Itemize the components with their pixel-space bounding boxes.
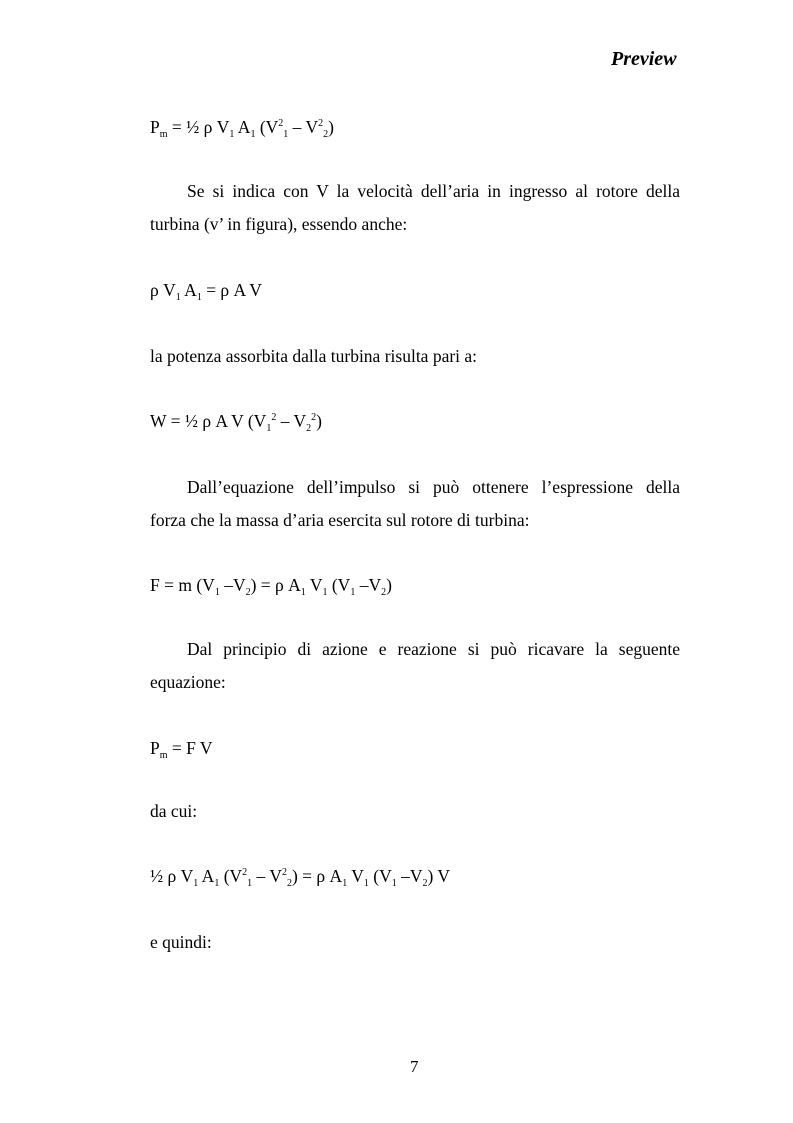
paragraph-therefore: e quindi: — [150, 932, 212, 952]
paragraph-velocity-line-1: Se si indica con V la velocità dell’aria in ingresso al rotore della — [187, 181, 680, 201]
paragraph-velocity-line-2: turbina (v’ in figura), essendo anche: — [150, 214, 408, 234]
paragraph-impulse-line-2: forza che la massa d’aria esercita sul rotore di turbina: — [150, 510, 530, 530]
equation-absorbed-power: W = ½ ρ A V $(V_1^2 - V_2^2)$ — [150, 411, 322, 434]
equation-force: F = m ($V_1$ $-V_2) = \rho$ $A_1$ $V_1$ ($V_1$ $-V_2$) — [150, 575, 392, 598]
paragraph-from-which: da cui: — [150, 801, 198, 821]
paragraph-action-reaction-line-1: Dal principio di azione e reazione si può ricavare la seguente — [187, 639, 680, 659]
equation-mass-flow: ρ $V_1$ $A_1 = \rho$ A V — [150, 280, 262, 303]
paragraph-action-reaction-line-2: equazione: — [150, 672, 226, 692]
equation-mechanical-power: $P_m$ = ½ ρ $V_1$ $A_1$ $(V^2_1 - V^2_2)$ — [150, 117, 334, 140]
page-number: 7 — [410, 1057, 419, 1076]
paragraph-impulse-line-1: Dall’equazione dell’impulso si può ottenere l’espressione della — [187, 477, 680, 497]
preview-label: Preview — [611, 48, 677, 70]
equation-combined: ½ ρ $V_1$ $A_1$ $(V^2_1 - V^2_2) = \rho$ $A_1$ $V_1$ ($V_1$ $-V_2$) V — [150, 866, 451, 889]
paragraph-absorbed-power: la potenza assorbita dalla turbina risulta pari a: — [150, 346, 478, 366]
equation-pm-fv: $P_m = F$ V — [150, 738, 213, 761]
